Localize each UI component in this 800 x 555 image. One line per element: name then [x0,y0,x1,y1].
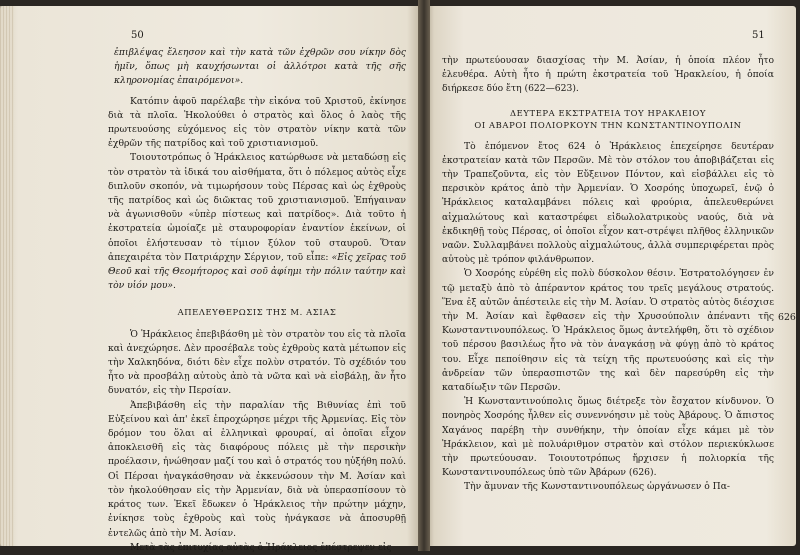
margin-year-note: 626 [778,312,796,323]
paragraph [108,151,406,293]
right-text-column [442,54,774,495]
paragraph: Ὁ Χοσρόης εὑρέθη εἰς πολὺ δύσκολον θέσιν. Ἐστρατολόγησεν ἐν τῷ μεταξὺ ἀπὸ τὸ ἀπέραντον κράτος του τρεῖς μεγάλους στρατούς. Ἕνα ἐξ αὐτῶν ἀπέστειλε εἰς τὴν Μ. Ἀσίαν. Ὁ στρατὸς αὐτὸς διέσχισε τὴν Μ. Ἀσίαν καὶ ἔφθασεν εἰς τὴν Χρυσούπολιν ἀπέναντι τῆς Κωνσταντινουπόλεως. Ὁ Ἡράκλειος ὅμως ἀντελήφθη, ὅτι τὸ σχέδιον τοῦ πέρσου βασιλέως ἦτο νὰ τὸν ἀναγκάσῃ νὰ φύγῃ ἀπὸ τὸ κράτος του. Εἶχε πεποίθησιν εἰς τὰ τείχη τῆς πρωτευούσης καὶ εἰς τὴν ἀνδρείαν τῶν ὑπερασπιστῶν της καὶ δὲν παρεσύρθη εἰς τὴν καταδίωξιν τῶν Περσῶν. [442,268,774,394]
paragraph-text: Τοιουτοτρόπως ὁ Ἡράκλειος κατώρθωσε νὰ μεταδώσῃ εἰς τὸν στρατὸν τὰ ἰδικά του αἰσθήματα, ὅτι ὁ πόλεμος αὐτὸς εἶχε διπλοῦν σκοπόν, νὰ τιμωρήσουν τοὺς Πέρσας καὶ ὡς ἐχθροὺς τῆς πατρίδος καὶ ὡς διῶκτας τοῦ χριστιανισμοῦ. Ἐπήγαιναν νὰ ἀγωνισθοῦν «ὑπὲρ πίστεως καὶ πατρίδος». Διὰ τοῦτο ἡ ἐκστρατεία ὠμοίαζε μὲ σταυροφορίαν ἐναντίον ἐκείνων, οἱ ὁποῖοι ἐλήστευσαν τὸ τίμιον ξύλον τοῦ σταυροῦ. Ὅταν ἀπεχαιρέτα τὸν Πατριάρχην Σέργιον, τοῦ εἶπε: [108,152,406,263]
paragraph: Ἡ Κωνσταντινούπολις ὅμως διέτρεξε τὸν ἔσχατον κίνδυνον. Ὁ πονηρὸς Χοσρόης ἦλθεν εἰς συνεννόησιν μὲ τοὺς Ἀβάρους. Ὁ ἄπιστος Χαγάνος παρέβη τὴν συνθήκην, τὴν ὁποίαν εἶχε κάμει μὲ τὸν Ἡράκλειον, καὶ μὲ πολυάριθμον στρατὸν καὶ στόλον περιεκύκλωσε τὴν πρωτεύουσαν. Τοιουτοτρόπως ἤρχισεν ἡ πολιορκία τῆς Κωνσταντινουπόλεως ὑπὸ τῶν Ἀβάρων (626). [442,396,774,479]
inline-quote: «Εἰς χεῖρας τοῦ Θεοῦ καὶ τῆς Θεομήτορος καὶ σοῦ ἀφίημι τὴν πόλιν ταύτην καὶ τὸν υἱόν μου». [108,251,407,292]
paragraph: Ἀπεβιβάσθη εἰς τὴν παραλίαν τῆς Βιθυνίας ἐπὶ τοῦ Εὐξείνου καὶ ἀπ' ἐκεῖ ἐπροχώρησε μέχρι τῆς Ἀρμενίας. Εἰς τὸν δρόμον του ὅλαι αἱ ἑλληνικαὶ φρουραί, αἱ ὁποῖαι εἶχον ἀποκλεισθῆ εἰς τὰς διαφόρους πόλεις μὲ τὴν περσικὴν προέλασιν, ἠνώθησαν μαζί του καὶ ὁ στρατός του ηὐξήθη πολύ. Οἱ Πέρσαι ἠναγκάσθησαν νὰ ἐκκενώσουν τὴν Μ. Ἀσίαν καὶ τὸν ἠκολούθησαν εἰς τὴν Ἀρμενίαν, διὰ νὰ ὑπερασπίσουν τὸ κράτος των. Ἐκεῖ ἔδωκεν ὁ Ἡράκλειος τὴν πρώτην μάχην, ἐνίκησε τοὺς ἐχθροὺς καὶ τοὺς ἠνάγκασε νὰ ἀποσυρθῇ ἐντελῶς ἀπὸ τὴν Μ. Ἀσίαν. [108,399,406,539]
opening-quote: ἐπιβλέψας ἔλεησον καὶ τὴν κατὰ τῶν ἐχθρῶν σου νίκην δὸς ἡμῖν, ὅπως μὴ καυχήσωνται οἱ ἀλλότροι κατὰ τῆς σῆς κληρονομίας ἐπαιρόμενοι». [114,47,406,87]
paragraph: Τὴν ἄμυναν τῆς Κωνσταντινουπόλεως ὠργάνωσεν ὁ Πα- [464,481,731,493]
paragraph: Μετὰ τὰς ἐπιτυχίας αὐτὰς ὁ Ἡράκλειος ἐπέστρεψεν εἰς [130,541,392,553]
left-page [0,6,424,553]
heading-line-2: ΟΙ ΑΒΑΡΟΙ ΠΟΛΙΟΡΚΟΥΝ ΤΗΝ ΚΩΝΣΤΑΝΤΙΝΟΥΠΟΛΙΝ [474,120,742,131]
paragraph: Κατόπιν ἀφοῦ παρέλαβε τὴν εἰκόνα τοῦ Χριστοῦ, ἐκίνησε διὰ τὰ πλοῖα. Ἠκολούθει ὁ στρατὸς καὶ ὅλος ὁ λαὸς τῆς πρωτευούσης εὐχόμενος εἰς τὸν στρατὸν νίκην κατὰ τῶν ἐχθρῶν τῆς πατρίδος καὶ τοῦ χριστιανισμοῦ. [108,95,406,150]
paragraph: Τὸ ἑπόμενον ἔτος 624 ὁ Ἡράκλειος ἐπεχείρησε δευτέραν ἐκστρατείαν κατὰ τῶν Περσῶν. Μὲ τὸν στόλον του ἀποβιβάζεται εἰς τὴν Τραπεζοῦντα, εἰς τὸν Εὔξεινον Πόντον, καὶ εἰσβάλλει εἰς τὸ περσικὸν κράτος ἀπὸ τὴν Ἀρμενίαν. Ὁ Χοσρόης ὑποχωρεῖ, ἐνῷ ὁ Ἡράκλειος καταλαμβάνει πόλεις καὶ φρούρια, ἀπελευθερώνει αἰχμαλώτους καὶ καταστρέφει εἰδωλολατρικοὺς ναούς, διὰ νὰ ἐκδικηθῇ τοὺς Πέρσας, οἱ ὁποῖοι εἶχον κατ-στρέψει πλῆθος ἑλληνικῶν ναῶν. Συλλαμβάνει πολλοὺς αἰχμαλώτους, ἀλλὰ συμπεριφέρεται πρὸς αὐτοὺς μὲ τρόπον φιλάνθρωπον. [442,140,774,266]
right-page [424,6,796,546]
section-heading [442,107,774,132]
left-text-column [108,46,406,555]
page-stack-edge [0,6,14,546]
book-gutter [418,0,430,551]
paragraph: τὴν πρωτεύουσαν διασχίσας τὴν Μ. Ἀσίαν, ἡ ὁποία πλέον ἦτο ἐλευθέρα. Αὐτὴ ἦτο ἡ πρώτη ἐκστρατεία τοῦ Ἡρακλείου, ἡ ὁποία διήρκεσε δύο ἔτη (622—623). [442,55,774,95]
right-page-number: 51 [752,30,765,41]
left-page-number: 50 [131,30,144,41]
section-heading: ΑΠΕΛΕΥΘΕΡΩΣΙΣ ΤΗΣ Μ. ΑΣΙΑΣ [177,307,337,318]
heading-line-1: ΔΕΥΤΕΡΑ ΕΚΣΤΡΑΤΕΙΑ ΤΟΥ ΗΡΑΚΛΕΙΟΥ [510,107,706,118]
paragraph: Ὁ Ἡράκλειος ἐπεβιβάσθη μὲ τὸν στρατὸν του εἰς τὰ πλοῖα καὶ ἀνεχώρησε. Δὲν προσέβαλε τοὺς ἐχθροὺς κατὰ μέτωπον εἰς τὴν Χαλκηδόνα, διότι δὲν εἶχε πολὺν στρατόν. Τὸ σχέδιόν του ἦτο νὰ προσβάλῃ αὐτοὺς ἀπὸ τὰ νῶτα καὶ νὰ εἰσβάλῃ, ἂν ἦτο δυνατόν, εἰς τὴν Περσίαν. [108,328,406,397]
